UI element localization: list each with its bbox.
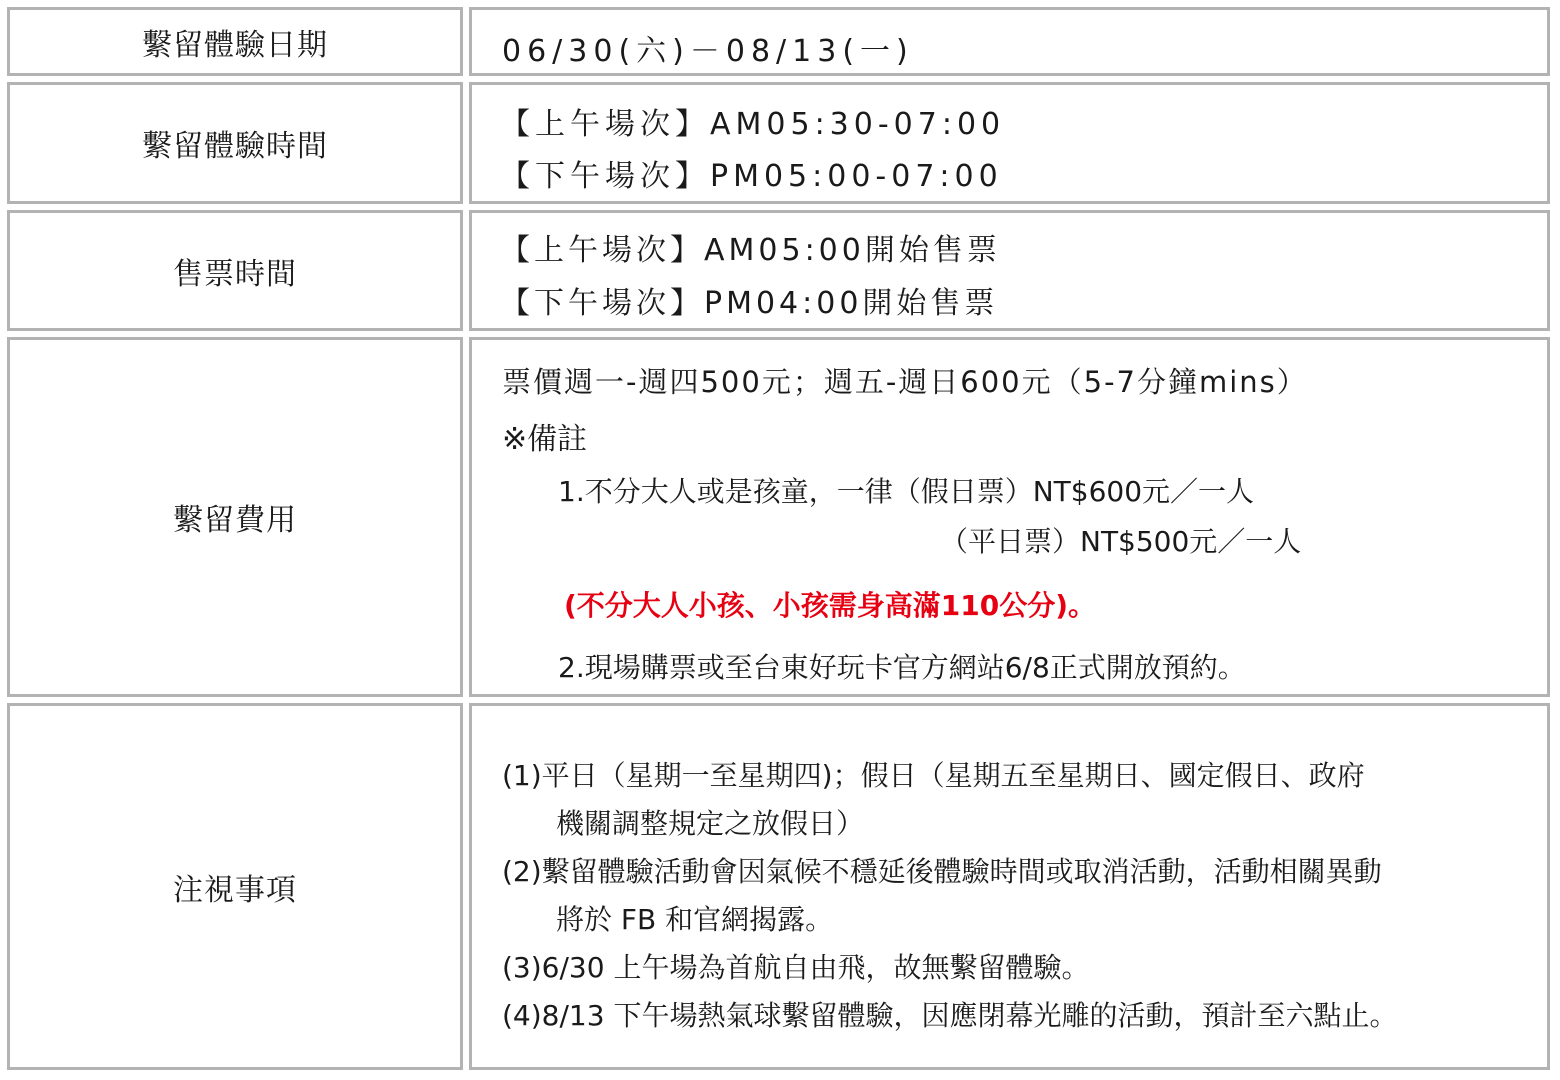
afternoon-ticket-sale: 【下午場次】PM04:00開始售票 xyxy=(500,286,999,321)
label-cell-date xyxy=(7,7,463,76)
note-1-line-1: (1)平日（星期一至星期四)；假日（星期五至星期日、國定假日、政府 xyxy=(502,759,1365,792)
label-ticket-sale: 售票時間 xyxy=(173,256,297,292)
label-notes: 注視事項 xyxy=(173,872,297,908)
label-date: 繫留體驗日期 xyxy=(142,27,328,63)
remark-heading: ※備註 xyxy=(502,422,588,457)
value-cell-fee xyxy=(469,337,1550,697)
height-requirement-note: (不分大人小孩、小孩需身高滿110公分)。 xyxy=(564,589,1097,622)
label-cell-ticket-sale xyxy=(7,210,463,331)
note-4: (4)8/13 下午場熱氣球繫留體驗，因應閉幕光雕的活動，預計至六點止。 xyxy=(502,999,1398,1032)
label-fee: 繫留費用 xyxy=(173,503,297,538)
label-cell-fee xyxy=(7,337,463,697)
ticket-price-text: 票價週一-週四500元；週五-週日600元（5-7分鐘mins） xyxy=(502,365,1308,399)
booking-note: 2.現場購票或至台東好玩卡官方網站6/8正式開放預約。 xyxy=(558,651,1246,684)
value-cell-notes xyxy=(469,703,1550,1070)
remark-holiday-fee: 1.不分大人或是孩童，一律（假日票）NT$600元／一人 xyxy=(558,475,1255,508)
remark-weekday-fee: （平日票）NT$500元／一人 xyxy=(940,525,1302,558)
note-2-line-2: 將於 FB 和官網揭露。 xyxy=(556,903,834,936)
morning-ticket-sale: 【上午場次】AM05:00開始售票 xyxy=(500,233,1001,268)
note-1-line-2: 機關調整規定之放假日） xyxy=(556,807,865,840)
date-range-text: 06/30(六)－08/13(一) xyxy=(502,34,914,69)
label-cell-time xyxy=(7,82,463,204)
value-cell-date xyxy=(469,7,1550,76)
note-3: (3)6/30 上午場為首航自由飛，故無繫留體驗。 xyxy=(502,951,1090,984)
value-cell-time xyxy=(469,82,1550,204)
afternoon-session-time: 【下午場次】PM05:00-07:00 xyxy=(500,159,1003,194)
label-time: 繫留體驗時間 xyxy=(142,129,328,164)
label-cell-notes xyxy=(7,703,463,1070)
value-cell-ticket-sale xyxy=(469,210,1550,331)
morning-session-time: 【上午場次】AM05:30-07:00 xyxy=(500,107,1006,142)
note-2-line-1: (2)繫留體驗活動會因氣候不穩延後體驗時間或取消活動，活動相關異動 xyxy=(502,855,1382,888)
